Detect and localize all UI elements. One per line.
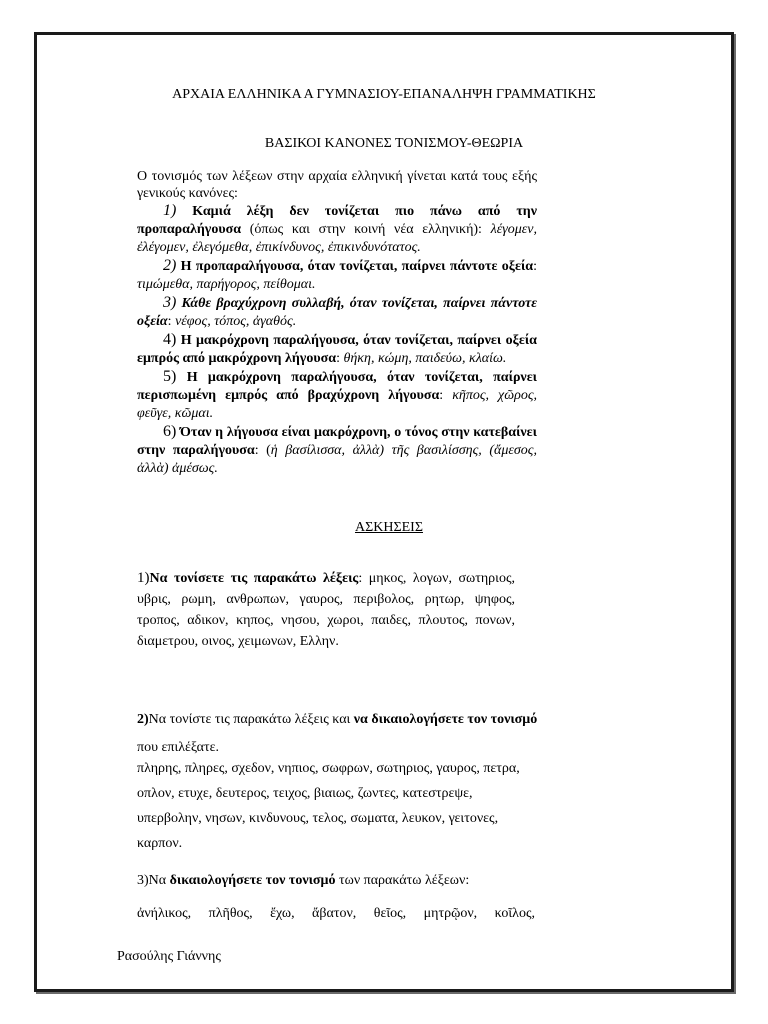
- exercise-2-instruction: [137, 710, 597, 730]
- exercise-3-words: ἀνήλικος, πλῆθος, ἔχω, ἄβατον, θεῖος, μητρῷον, κοῖλος,: [137, 906, 535, 921]
- exercise-plain-text: Να: [148, 873, 170, 888]
- exercise-2-words: [137, 760, 567, 860]
- word-line: οπλον, ετυχε, δευτερος, τειχος, βιαιως, ζωντες, κατεστρεψε,: [137, 786, 473, 801]
- exercise-3-instruction: [137, 873, 557, 889]
- rule-plain-text: :: [167, 314, 176, 329]
- rule-examples: νέφος, τόπος, ἀγαθός.: [175, 314, 297, 329]
- rule-plain-text: :: [533, 259, 537, 274]
- exercise-number: 1): [137, 570, 150, 586]
- author-footer: Ρασούλης Γιάννης: [117, 949, 221, 964]
- rule-item-1: [137, 202, 537, 257]
- rule-examples: θήκη, κώμη, παιδεύω, κλαίω.: [343, 351, 507, 366]
- rule-plain-text: (όπως και στην κοινή νέα ελληνική):: [241, 222, 491, 237]
- exercise-instruction: Να τονίσετε τις παρακάτω λέξεις: [149, 571, 359, 586]
- document-title: ΑΡΧΑΙΑ ΕΛΛΗΝΙΚΑ Α ΓΥΜΝΑΣΙΟΥ-ΕΠΑΝΑΛΗΨΗ ΓΡΑΜΜΑΤΙΚΗΣ: [172, 87, 596, 102]
- rule-item-2: [137, 257, 537, 294]
- rule-bold-text: Όταν η λήγουσα είναι μακρόχρονη, ο τόνος στην κατεβαίνει στην παραλήγουσα: [137, 425, 537, 458]
- exercise-1: [137, 568, 515, 652]
- rule-number: 2): [163, 257, 177, 274]
- rule-item-4: [137, 331, 537, 368]
- rule-bold-text: Η μακρόχρονη παραλήγουσα, όταν τονίζεται, παίρνει περισπωμένη εμπρός από βραχύχρονη λήγουσα: [137, 370, 538, 403]
- rule-examples: ἡ βασίλισσα, ἀλλὰ) τῆς βασιλίσσης, (ἄμεσος, ἀλλὰ) ἀμέσως.: [137, 443, 537, 476]
- word-line: καρπον.: [137, 836, 183, 851]
- rule-bold-text: Η μακρόχρονη παραλήγουσα, όταν τονίζεται, παίρνει οξεία εμπρός από μακρόχρονη λήγουσα: [137, 333, 537, 366]
- intro-paragraph: Ο τονισμός των λέξεων στην αρχαία ελληνική γίνεται κατά τους εξής γενικούς κανόνες:: [137, 169, 537, 201]
- rule-item-6: [137, 423, 537, 478]
- exercises-heading: ΑΣΚΗΣΕΙΣ: [355, 520, 423, 535]
- rule-bold-text: Κάθε βραχύχρονη συλλαβή, όταν τονίζεται, παίρνει πάντοτε οξεία: [137, 296, 537, 329]
- rule-examples: κῆπος, χῶρος, φεῦγε, κῶμαι.: [137, 388, 537, 421]
- rule-number: 5): [163, 368, 177, 385]
- rule-item-3: [137, 294, 537, 331]
- rule-plain-text: :: [336, 351, 344, 366]
- exercise-number: 2): [137, 712, 149, 727]
- section-title-theory: ΒΑΣΙΚΟΙ ΚΑΝΟΝΕΣ ΤΟΝΙΣΜΟΥ-ΘΕΩΡΙΑ: [264, 136, 524, 151]
- rule-plain-text: : (: [254, 443, 271, 458]
- exercise-bold-text: να δικαιολογήσετε τον τονισμό: [353, 712, 538, 727]
- rule-number: 3): [163, 294, 177, 311]
- rules-list: [137, 202, 537, 478]
- rule-number: 4): [163, 331, 177, 348]
- exercise-number: 3): [137, 873, 149, 888]
- exercise-rest-text: των παρακάτω λέξεων:: [335, 873, 470, 888]
- exercise-words: : μηκος, λογων, σωτηριος, υβρις, ρωμη, ανθρωπων, γαυρος, περιβολος, ρητωρ, ψηφος, τροπος, αδικον, κηπος, νησου, χωροι, παιδες, πλουτος, πονων, διαμετρου, οινος, χειμωνων, Ελλην.: [137, 571, 515, 649]
- exercise-bold-text: δικαιολογήσετε τον τονισμό: [169, 873, 336, 888]
- rule-number: 6): [163, 423, 177, 440]
- exercise-2-continuation: που επιλέξατε.: [137, 740, 219, 755]
- rule-number: 1): [163, 202, 177, 219]
- rule-bold-text: Η προπαραλήγουσα, όταν τονίζεται, παίρνει πάντοτε οξεία: [180, 259, 534, 274]
- rule-examples: τιμώμεθα, παρήγορος, πείθομαι.: [137, 277, 316, 292]
- exercise-plain-text: Να τονίστε τις παρακάτω λέξεις και: [148, 712, 354, 727]
- word-line: υπερβολην, νησων, κινδυνους, τελος, σωματα, λευκον, γειτονες,: [137, 811, 499, 826]
- rule-bold-text: Καμιά λέξη δεν τονίζεται πιο πάνω από την προπαραλήγουσα: [137, 204, 537, 237]
- rule-item-5: [137, 368, 537, 423]
- rule-examples: λέγομεν, ἐλέγομεν, ἐλεγόμεθα, ἐπικίνδυνος, ἐπικινδυνότατος.: [137, 222, 537, 255]
- rule-plain-text: :: [439, 388, 453, 403]
- word-line: πληρης, πληρες, σχεδον, νηπιος, σωφρων, σωτηριος, γαυρος, πετρα,: [137, 761, 520, 776]
